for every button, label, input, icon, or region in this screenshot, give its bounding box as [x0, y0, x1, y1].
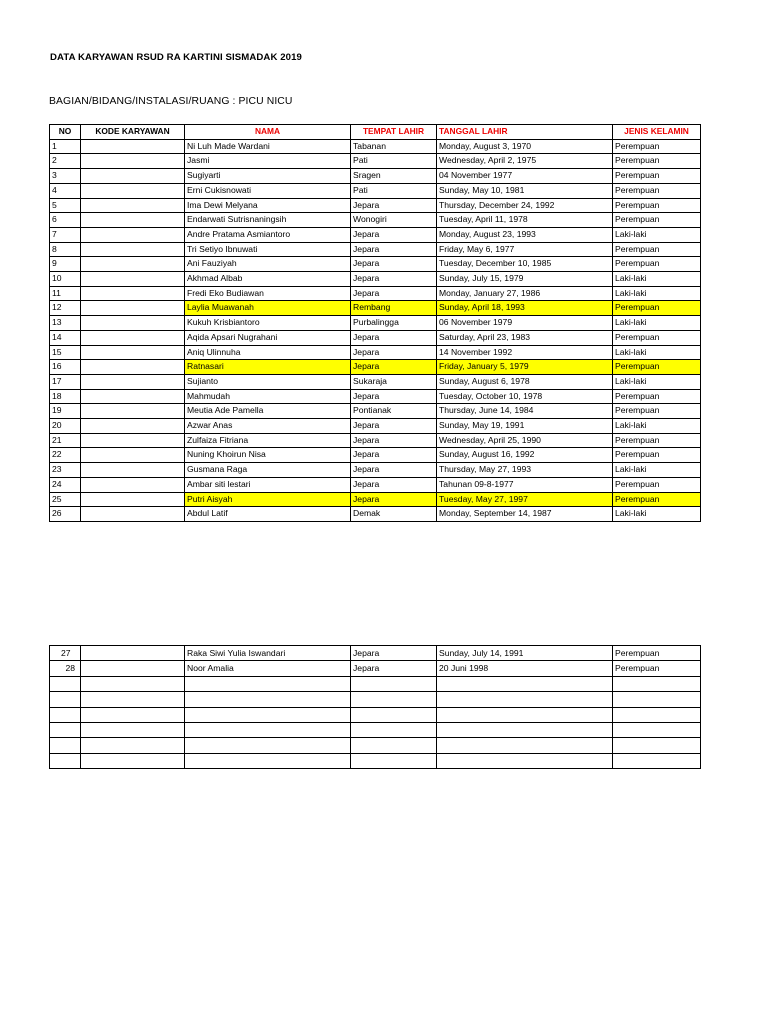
cell-tanggal-lahir [437, 753, 613, 768]
cell-tempat-lahir: Jepara [351, 433, 437, 448]
cell-nama [185, 676, 351, 691]
header-tempat-lahir: TEMPAT LAHIR [351, 125, 437, 140]
cell-tanggal-lahir: 20 Juni 1998 [437, 661, 613, 676]
cell-no [50, 707, 81, 722]
cell-jenis-kelamin: Perempuan [613, 154, 701, 169]
cell-jenis-kelamin [613, 722, 701, 737]
cell-tempat-lahir [351, 738, 437, 753]
cell-no: 18 [50, 389, 81, 404]
cell-tanggal-lahir: Monday, January 27, 1986 [437, 286, 613, 301]
cell-nama: Ni Luh Made Wardani [185, 139, 351, 154]
cell-jenis-kelamin: Perempuan [613, 492, 701, 507]
cell-nama: Ani Fauziyah [185, 257, 351, 272]
cell-tanggal-lahir [437, 738, 613, 753]
cell-jenis-kelamin: Perempuan [613, 661, 701, 676]
table-header-row [50, 125, 701, 140]
cell-no: 12 [50, 301, 81, 316]
cell-tempat-lahir: Jepara [351, 646, 437, 661]
cell-tanggal-lahir: Tuesday, October 10, 1978 [437, 389, 613, 404]
cell-kode-karyawan [81, 753, 185, 768]
cell-tanggal-lahir: Sunday, July 14, 1991 [437, 646, 613, 661]
cell-kode-karyawan [81, 738, 185, 753]
cell-no: 4 [50, 183, 81, 198]
table-row [50, 389, 701, 404]
table-row [50, 198, 701, 213]
cell-tanggal-lahir [437, 707, 613, 722]
cell-no: 8 [50, 242, 81, 257]
employee-table [49, 124, 701, 522]
cell-nama: Nuning Khoirun Nisa [185, 448, 351, 463]
table-row [50, 722, 701, 737]
cell-kode-karyawan [81, 301, 185, 316]
cell-jenis-kelamin [613, 738, 701, 753]
table-row [50, 646, 701, 661]
cell-tempat-lahir: Jepara [351, 448, 437, 463]
cell-tempat-lahir: Rembang [351, 301, 437, 316]
cell-tanggal-lahir: Wednesday, April 25, 1990 [437, 433, 613, 448]
table-row [50, 183, 701, 198]
document-subtitle: BAGIAN/BIDANG/INSTALASI/RUANG : PICU NICU [49, 96, 293, 107]
cell-tempat-lahir: Jepara [351, 345, 437, 360]
cell-tempat-lahir [351, 707, 437, 722]
cell-nama [185, 738, 351, 753]
cell-nama: Kukuh Krisbiantoro [185, 316, 351, 331]
cell-no: 13 [50, 316, 81, 331]
table-row [50, 169, 701, 184]
cell-tanggal-lahir: Sunday, May 19, 1991 [437, 419, 613, 434]
cell-kode-karyawan [81, 404, 185, 419]
cell-tempat-lahir: Jepara [351, 477, 437, 492]
cell-tanggal-lahir: Sunday, April 18, 1993 [437, 301, 613, 316]
cell-no: 9 [50, 257, 81, 272]
cell-nama: Aqida Apsari Nugrahani [185, 330, 351, 345]
cell-tempat-lahir [351, 692, 437, 707]
cell-kode-karyawan [81, 227, 185, 242]
cell-no: 25 [50, 492, 81, 507]
cell-tempat-lahir: Jepara [351, 389, 437, 404]
table-row [50, 272, 701, 287]
cell-no: 15 [50, 345, 81, 360]
cell-no: 2 [50, 154, 81, 169]
cell-kode-karyawan [81, 360, 185, 375]
cell-tempat-lahir [351, 676, 437, 691]
table-row [50, 257, 701, 272]
cell-jenis-kelamin: Perempuan [613, 183, 701, 198]
cell-tanggal-lahir: Friday, January 5, 1979 [437, 360, 613, 375]
cell-jenis-kelamin: Perempuan [613, 477, 701, 492]
cell-tanggal-lahir: Monday, September 14, 1987 [437, 507, 613, 522]
cell-jenis-kelamin: Laki-laki [613, 345, 701, 360]
cell-kode-karyawan [81, 316, 185, 331]
cell-tempat-lahir: Jepara [351, 242, 437, 257]
cell-nama: Aniq Ulinnuha [185, 345, 351, 360]
table-row [50, 419, 701, 434]
cell-tempat-lahir: Pontianak [351, 404, 437, 419]
employee-table-body [50, 139, 701, 521]
header-no: NO [50, 125, 81, 140]
cell-jenis-kelamin: Perempuan [613, 301, 701, 316]
table-row [50, 692, 701, 707]
cell-kode-karyawan [81, 286, 185, 301]
cell-kode-karyawan [81, 272, 185, 287]
table-row [50, 330, 701, 345]
employee-table-continuation [49, 645, 701, 769]
cell-no: 7 [50, 227, 81, 242]
cell-no: 11 [50, 286, 81, 301]
cell-no: 10 [50, 272, 81, 287]
cell-kode-karyawan [81, 330, 185, 345]
cell-tempat-lahir: Jepara [351, 272, 437, 287]
cell-kode-karyawan [81, 661, 185, 676]
table-row [50, 463, 701, 478]
cell-nama: Andre Pratama Asmiantoro [185, 227, 351, 242]
cell-no: 3 [50, 169, 81, 184]
cell-tempat-lahir: Tabanan [351, 139, 437, 154]
cell-nama: Ambar siti lestari [185, 477, 351, 492]
cell-kode-karyawan [81, 345, 185, 360]
cell-kode-karyawan [81, 692, 185, 707]
cell-tanggal-lahir [437, 722, 613, 737]
table-row [50, 477, 701, 492]
cell-nama [185, 722, 351, 737]
cell-tempat-lahir: Jepara [351, 227, 437, 242]
table-row [50, 301, 701, 316]
cell-kode-karyawan [81, 169, 185, 184]
cell-tempat-lahir [351, 753, 437, 768]
cell-nama: Akhmad Albab [185, 272, 351, 287]
cell-kode-karyawan [81, 139, 185, 154]
cell-jenis-kelamin: Laki-laki [613, 272, 701, 287]
cell-tanggal-lahir: Sunday, August 6, 1978 [437, 374, 613, 389]
cell-tanggal-lahir: Thursday, May 27, 1993 [437, 463, 613, 478]
cell-nama: Mahmudah [185, 389, 351, 404]
cell-kode-karyawan [81, 707, 185, 722]
cell-no [50, 676, 81, 691]
cell-no [50, 753, 81, 768]
cell-tempat-lahir [351, 722, 437, 737]
cell-jenis-kelamin: Perempuan [613, 139, 701, 154]
cell-jenis-kelamin [613, 753, 701, 768]
cell-tempat-lahir: Wonogiri [351, 213, 437, 228]
cell-tempat-lahir: Jepara [351, 257, 437, 272]
cell-no: 22 [50, 448, 81, 463]
cell-tempat-lahir: Jepara [351, 198, 437, 213]
cell-tanggal-lahir: Friday, May 6, 1977 [437, 242, 613, 257]
cell-kode-karyawan [81, 492, 185, 507]
cell-tempat-lahir: Pati [351, 154, 437, 169]
cell-nama: Laylia Muawanah [185, 301, 351, 316]
table-row [50, 661, 701, 676]
cell-tanggal-lahir: Thursday, June 14, 1984 [437, 404, 613, 419]
cell-tempat-lahir: Demak [351, 507, 437, 522]
cell-tempat-lahir: Pati [351, 183, 437, 198]
cell-nama: Erni Cukisnowati [185, 183, 351, 198]
cell-jenis-kelamin: Laki-laki [613, 316, 701, 331]
header-nama: NAMA [185, 125, 351, 140]
cell-no: 6 [50, 213, 81, 228]
cell-tanggal-lahir: Thursday, December 24, 1992 [437, 198, 613, 213]
cell-nama: Sugiyarti [185, 169, 351, 184]
cell-tanggal-lahir: Monday, August 3, 1970 [437, 139, 613, 154]
cell-jenis-kelamin [613, 707, 701, 722]
cell-kode-karyawan [81, 183, 185, 198]
cell-tanggal-lahir [437, 676, 613, 691]
cell-jenis-kelamin [613, 692, 701, 707]
cell-no: 17 [50, 374, 81, 389]
cell-nama: Endarwati Sutrisnaningsih [185, 213, 351, 228]
cell-jenis-kelamin: Perempuan [613, 257, 701, 272]
cell-jenis-kelamin: Laki-laki [613, 419, 701, 434]
cell-no: 21 [50, 433, 81, 448]
cell-jenis-kelamin: Laki-laki [613, 374, 701, 389]
cell-tanggal-lahir: Tuesday, December 10, 1985 [437, 257, 613, 272]
cell-jenis-kelamin: Perempuan [613, 330, 701, 345]
cell-kode-karyawan [81, 646, 185, 661]
cell-tempat-lahir: Sragen [351, 169, 437, 184]
table-row [50, 707, 701, 722]
cell-tempat-lahir: Jepara [351, 661, 437, 676]
cell-kode-karyawan [81, 198, 185, 213]
cell-nama: Abdul Latif [185, 507, 351, 522]
table-row [50, 227, 701, 242]
cell-tempat-lahir: Sukaraja [351, 374, 437, 389]
cell-tanggal-lahir: 06 November 1979 [437, 316, 613, 331]
cell-tempat-lahir: Purbalingga [351, 316, 437, 331]
cell-jenis-kelamin: Perempuan [613, 198, 701, 213]
cell-no: 19 [50, 404, 81, 419]
cell-kode-karyawan [81, 477, 185, 492]
cell-kode-karyawan [81, 433, 185, 448]
cell-jenis-kelamin: Laki-laki [613, 463, 701, 478]
table-row [50, 404, 701, 419]
table-row [50, 433, 701, 448]
table-row [50, 676, 701, 691]
cell-tanggal-lahir: Tuesday, April 11, 1978 [437, 213, 613, 228]
cell-kode-karyawan [81, 213, 185, 228]
header-tanggal-lahir: TANGGAL LAHIR [437, 125, 613, 140]
cell-no: 16 [50, 360, 81, 375]
cell-nama: Noor Amalia [185, 661, 351, 676]
header-kode-karyawan: KODE KARYAWAN [81, 125, 185, 140]
table-row [50, 507, 701, 522]
cell-tempat-lahir: Jepara [351, 330, 437, 345]
cell-tanggal-lahir: Tahunan 09-8-1977 [437, 477, 613, 492]
cell-no [50, 738, 81, 753]
cell-kode-karyawan [81, 463, 185, 478]
cell-jenis-kelamin [613, 676, 701, 691]
cell-jenis-kelamin: Perempuan [613, 646, 701, 661]
cell-jenis-kelamin: Perempuan [613, 242, 701, 257]
cell-nama: Jasmi [185, 154, 351, 169]
cell-kode-karyawan [81, 154, 185, 169]
cell-nama: Tri Setiyo Ibnuwati [185, 242, 351, 257]
table-row [50, 753, 701, 768]
table-row [50, 242, 701, 257]
cell-jenis-kelamin: Perempuan [613, 213, 701, 228]
cell-no: 24 [50, 477, 81, 492]
table-row [50, 213, 701, 228]
cell-kode-karyawan [81, 257, 185, 272]
document-title: DATA KARYAWAN RSUD RA KARTINI SISMADAK 2019 [50, 52, 302, 63]
cell-no: 14 [50, 330, 81, 345]
cell-no: 1 [50, 139, 81, 154]
cell-no: 28 [50, 661, 81, 676]
cell-tanggal-lahir: 14 November 1992 [437, 345, 613, 360]
cell-tempat-lahir: Jepara [351, 419, 437, 434]
cell-nama: Putri Aisyah [185, 492, 351, 507]
cell-no: 5 [50, 198, 81, 213]
cell-kode-karyawan [81, 419, 185, 434]
cell-no [50, 722, 81, 737]
cell-nama: Azwar Anas [185, 419, 351, 434]
cell-no: 27 [50, 646, 81, 661]
cell-kode-karyawan [81, 507, 185, 522]
cell-nama [185, 753, 351, 768]
cell-nama: Fredi Eko Budiawan [185, 286, 351, 301]
cell-nama: Ima Dewi Melyana [185, 198, 351, 213]
cell-tanggal-lahir: Sunday, May 10, 1981 [437, 183, 613, 198]
cell-jenis-kelamin: Perempuan [613, 169, 701, 184]
cell-tempat-lahir: Jepara [351, 286, 437, 301]
cell-no [50, 692, 81, 707]
cell-tempat-lahir: Jepara [351, 492, 437, 507]
cell-tempat-lahir: Jepara [351, 360, 437, 375]
cell-jenis-kelamin: Laki-laki [613, 507, 701, 522]
cell-tanggal-lahir: Monday, August 23, 1993 [437, 227, 613, 242]
cell-kode-karyawan [81, 676, 185, 691]
cell-tanggal-lahir: Saturday, April 23, 1983 [437, 330, 613, 345]
cell-jenis-kelamin: Perempuan [613, 433, 701, 448]
table-row [50, 345, 701, 360]
cell-nama: Gusmana Raga [185, 463, 351, 478]
cell-nama [185, 692, 351, 707]
cell-nama: Meutia Ade Pamella [185, 404, 351, 419]
cell-no: 26 [50, 507, 81, 522]
cell-tanggal-lahir: Sunday, July 15, 1979 [437, 272, 613, 287]
cell-kode-karyawan [81, 448, 185, 463]
cell-jenis-kelamin: Perempuan [613, 360, 701, 375]
table-row [50, 738, 701, 753]
cell-tanggal-lahir [437, 692, 613, 707]
table-row [50, 154, 701, 169]
cell-jenis-kelamin: Perempuan [613, 448, 701, 463]
cell-tanggal-lahir: Wednesday, April 2, 1975 [437, 154, 613, 169]
table-row [50, 492, 701, 507]
cell-nama: Sujianto [185, 374, 351, 389]
cell-kode-karyawan [81, 242, 185, 257]
cell-kode-karyawan [81, 722, 185, 737]
cell-kode-karyawan [81, 389, 185, 404]
table-row [50, 448, 701, 463]
cell-no: 23 [50, 463, 81, 478]
cell-tanggal-lahir: Tuesday, May 27, 1997 [437, 492, 613, 507]
cell-nama: Raka Siwi Yulia Iswandari [185, 646, 351, 661]
cell-jenis-kelamin: Perempuan [613, 389, 701, 404]
table-row [50, 139, 701, 154]
table-row [50, 360, 701, 375]
cell-jenis-kelamin: Perempuan [613, 404, 701, 419]
cell-tanggal-lahir: 04 November 1977 [437, 169, 613, 184]
cell-jenis-kelamin: Laki-laki [613, 227, 701, 242]
table-row [50, 374, 701, 389]
header-jenis-kelamin: JENIS KELAMIN [613, 125, 701, 140]
table-row [50, 286, 701, 301]
table-row [50, 316, 701, 331]
cell-jenis-kelamin: Laki-laki [613, 286, 701, 301]
cell-tempat-lahir: Jepara [351, 463, 437, 478]
cell-kode-karyawan [81, 374, 185, 389]
cell-nama: Zulfaiza Fitriana [185, 433, 351, 448]
cell-nama [185, 707, 351, 722]
cell-no: 20 [50, 419, 81, 434]
cell-tanggal-lahir: Sunday, August 16, 1992 [437, 448, 613, 463]
cell-nama: Ratnasari [185, 360, 351, 375]
continuation-table-body [50, 646, 701, 769]
